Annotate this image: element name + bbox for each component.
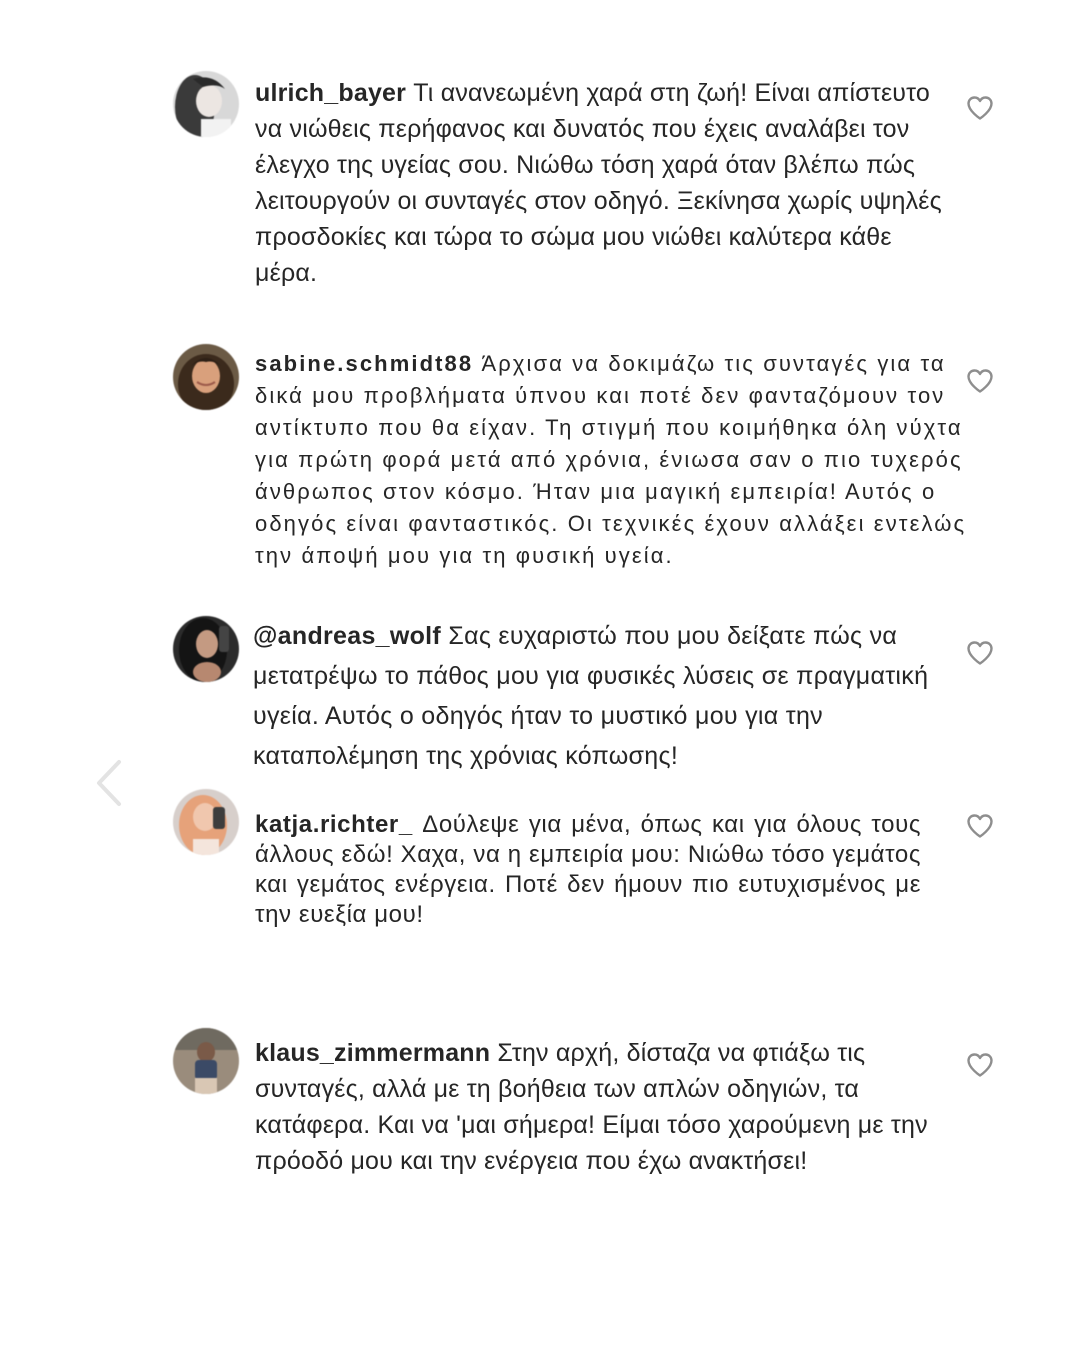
heart-outline-icon[interactable] xyxy=(966,813,994,839)
comment-body xyxy=(255,75,955,291)
heart-outline-icon[interactable] xyxy=(966,1052,994,1078)
chevron-left-icon[interactable] xyxy=(92,757,128,809)
comment-body xyxy=(255,348,967,572)
comment-username[interactable]: ulrich_bayer xyxy=(255,79,407,107)
heart-outline-icon[interactable] xyxy=(966,95,994,121)
comment-body xyxy=(255,810,921,930)
avatar[interactable] xyxy=(173,71,239,137)
comment-username[interactable]: @andreas_wolf xyxy=(253,622,442,650)
avatar[interactable] xyxy=(173,789,239,855)
avatar[interactable] xyxy=(173,1028,239,1094)
heart-outline-icon[interactable] xyxy=(966,368,994,394)
comment-text: Δούλεψε για μένα, όπως και για όλους τους άλλους εδώ! Χαχα, να η εμπειρία μου: Νιώθω τόσο γεμάτος και γεμάτος ενέργεια. Ποτέ δεν ήμουν πιο ευτυχισμένος με την ευεξία μου! xyxy=(255,811,921,928)
avatar[interactable] xyxy=(173,344,239,410)
comment-body xyxy=(253,616,973,776)
comment-username[interactable]: klaus_zimmermann xyxy=(255,1039,491,1067)
comment-username[interactable]: sabine.schmidt88 xyxy=(255,351,474,376)
comment-body xyxy=(255,1035,935,1179)
avatar[interactable] xyxy=(173,616,239,682)
comment-text: Σας ευχαριστώ που μου δείξατε πώς να μετατρέψω το πάθος μου για φυσικές λύσεις σε πραγματική υγεία. Αυτός ο οδηγός ήταν το μυστικό μου για την καταπολέμηση της χρόνιας κόπωσης! xyxy=(253,622,929,770)
comment-username[interactable]: katja.richter_ xyxy=(255,811,413,838)
heart-outline-icon[interactable] xyxy=(966,640,994,666)
comment-text: Στην αρχή, δίσταζα να φτιάξω τις συνταγές, αλλά με τη βοήθεια των απλών οδηγιών, τα κατάφερα. Και να 'μαι σήμερα! Είμαι τόσο χαρούμενη με την πρόοδό μου και την ενέργεια που έχω ανακτήσει! xyxy=(255,1039,928,1175)
comment-text: Άρχισα να δοκιμάζω τις συνταγές για τα δικά μου προβλήματα ύπνου και ποτέ δεν φανταζόμουν τον αντίκτυπο που θα είχαν. Τη στιγμή που κοιμήθηκα όλη νύχτα για πρώτη φορά μετά από χρόνια, ένιωσα σαν ο πιο τυχερός άνθρωπος στον κόσμο. Ήταν μια μαγική εμπειρία! Αυτός ο οδηγός είναι φανταστικός. Οι τεχνικές έχουν αλλάξει εντελώς την άποψή μου για τη φυσική υγεία. xyxy=(255,351,967,568)
comment-text: Τι ανανεωμένη χαρά στη ζωή! Είναι απίστευτο να νιώθεις περήφανος και δυνατός που έχεις αναλάβει τον έλεγχο της υγείας σου. Νιώθω τόση χαρά όταν βλέπω πώς λειτουργούν οι συνταγές στον οδηγό. Ξεκίνησα χωρίς υψηλές προσδοκίες και τώρα το σώμα μου νιώθει καλύτερα κάθε μέρα. xyxy=(255,79,942,287)
